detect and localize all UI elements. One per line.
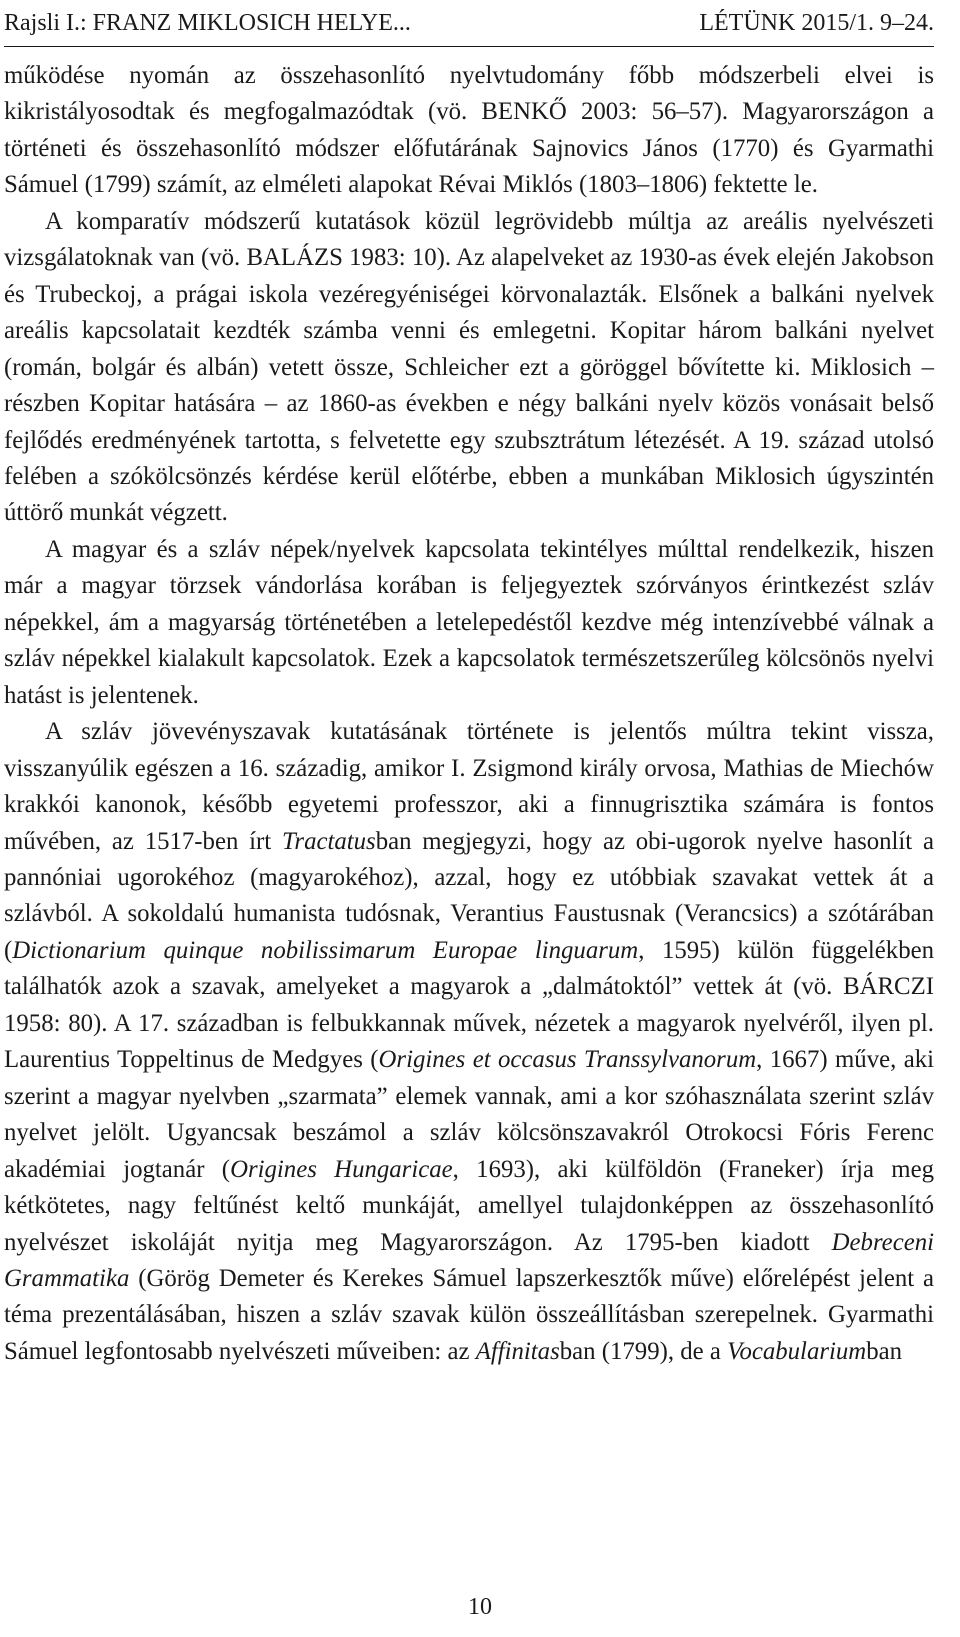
italic-title-origines-transsylvanorum: Origines et occasus Transsylvanorum [378,1046,757,1074]
paragraph-2: A komparatív módszerű kutatások közül legrövidebb múltja az areális nyelvészeti vizsgálatoknak van (vö. BALÁZS 1983: 10). Az alapelveket az 1930-as évek elején Jakobson és Trubeckoj, a prágai iskola vezéregyéniségei körvonalazták. Elsőnek a balkáni nyelvek areális kapcsolatait kezdték számba venni és emlegetni. Kopitar három balkáni nyelvet (román, bolgár és albán) vetett össze, Schleicher ezt a göröggel bővítette ki. Miklosich – részben Kopitar hatására – az 1860-as években e négy balkáni nyelv közös vonásait belső fejlődés eredményének tartotta, s felvetette egy szubsztrátum létezését. A 19. század utolsó felében a szókölcsönzés kérdése kerül előtérbe, ebben a munkában Miklosich úgyszintén úttörő munkát végzett. [4,207,934,527]
paragraph-4 [4,714,934,1370]
text-run: ban (1799), de a [559,1337,728,1365]
article-body [4,58,934,1370]
italic-title-dictionarium: Dictionarium quinque nobilissimarum Europae linguarum [12,936,639,964]
paragraph-1: működése nyomán az összehasonlító nyelvtudomány főbb módszerbeli elvei is kikristályosodtak és megfogalmazódtak (vö. BENKŐ 2003: 56–57). Magyarországon a történeti és összehasonlító módszer előfutárának Sajnovics János (1770) és Gyarmathi Sámuel (1799) számít, az elméleti alapokat Révai Miklós (1803–1806) fektette le. [4,62,934,199]
running-header [4,6,934,47]
italic-title-tractatus: Tractatus [282,827,376,855]
text-run: (Görög Demeter és Kerekes Sámuel lapszerkesztők műve) előrelépést jelent a téma prezentálásában, hiszen a szláv szavak külön összeállításban szerepelnek. Gyarmathi Sámuel legfontosabb nyelvészeti műveiben: az [4,1264,934,1365]
header-journal-ref: LÉTÜNK 2015/1. 9–24. [699,10,934,36]
italic-title-vocabularium: Vocabularium [727,1337,867,1365]
italic-title-origines-hungaricae: Origines Hungaricae [230,1155,453,1183]
header-author-title: Rajsli I.: FRANZ MIKLOSICH HELYE... [4,10,411,36]
text-run: ban [866,1337,903,1365]
italic-title-affinitas: Affinitas [475,1337,560,1365]
text-run: , 1667) műve, aki szerint a magyar nyelvben „szarmata” elemek vannak, ami a kor szóhasználata szerint szláv nyelvet jelölt. Ugyancsak beszámol a szláv kölcsönszavakról Otrokocsi Fóris Ferenc akadémiai jogtanár ( [4,1046,935,1183]
paragraph-3: A magyar és a szláv népek/nyelvek kapcsolata tekintélyes múlttal rendelkezik, hiszen már a magyar törzsek vándorlása korában is feljegyeztek szórványos érintkezést szláv népekkel, ám a magyarság történetében a letelepedéstől kezdve még intenzívebbé válnak a szláv népekkel kialakult kapcsolatok. Ezek a kapcsolatok természetszerűleg kölcsönös nyelvi hatást is jelentenek. [4,535,934,709]
text-run: A szláv jövevényszavak kutatásának története is jelentős múltra tekint vissza, visszanyúlik egészen a 16. századig, amikor I. Zsigmond király orvosa, Mathias de Miechów krakkói kanonok, később egyetemi professzor, aki a finnugrisztika számára is fontos művében, az 1517-ben írt [4,718,934,855]
text-run: ban megjegyzi, hogy az obi-ugorok nyelve hasonlít a pannóniai ugorokéhoz (magyarokéhoz), azzal, hogy ez utóbbiak szavakat vettek át a szlávból. A sokoldalú humanista tudósnak, Verantius Faustusnak (Verancsics) a szótárában ( [4,827,934,964]
italic-title-debreceni-grammatika: Debreceni Grammatika [4,1228,934,1292]
text-run: , 1595) külön függelékben találhatók azok a szavak, amelyeket a magyarok a „dalmátoktól” vettek át (vö. BÁRCZI 1958: 80). A 17. században is felbukkannak művek, nézetek a magyarok nyelvéről, ilyen pl. Laurentius Toppeltinus de Medgyes ( [4,936,934,1074]
page-number: 10 [468,1594,492,1620]
text-run: , 1693), aki külföldön (Franeker) írja meg kétkötetes, nagy feltűnést keltő munkáját, amellyel tulajdonképpen az összehasonlító nyelvészet iskoláját nyitja meg Magyarországon. Az 1795-ben kiadott [4,1155,934,1256]
